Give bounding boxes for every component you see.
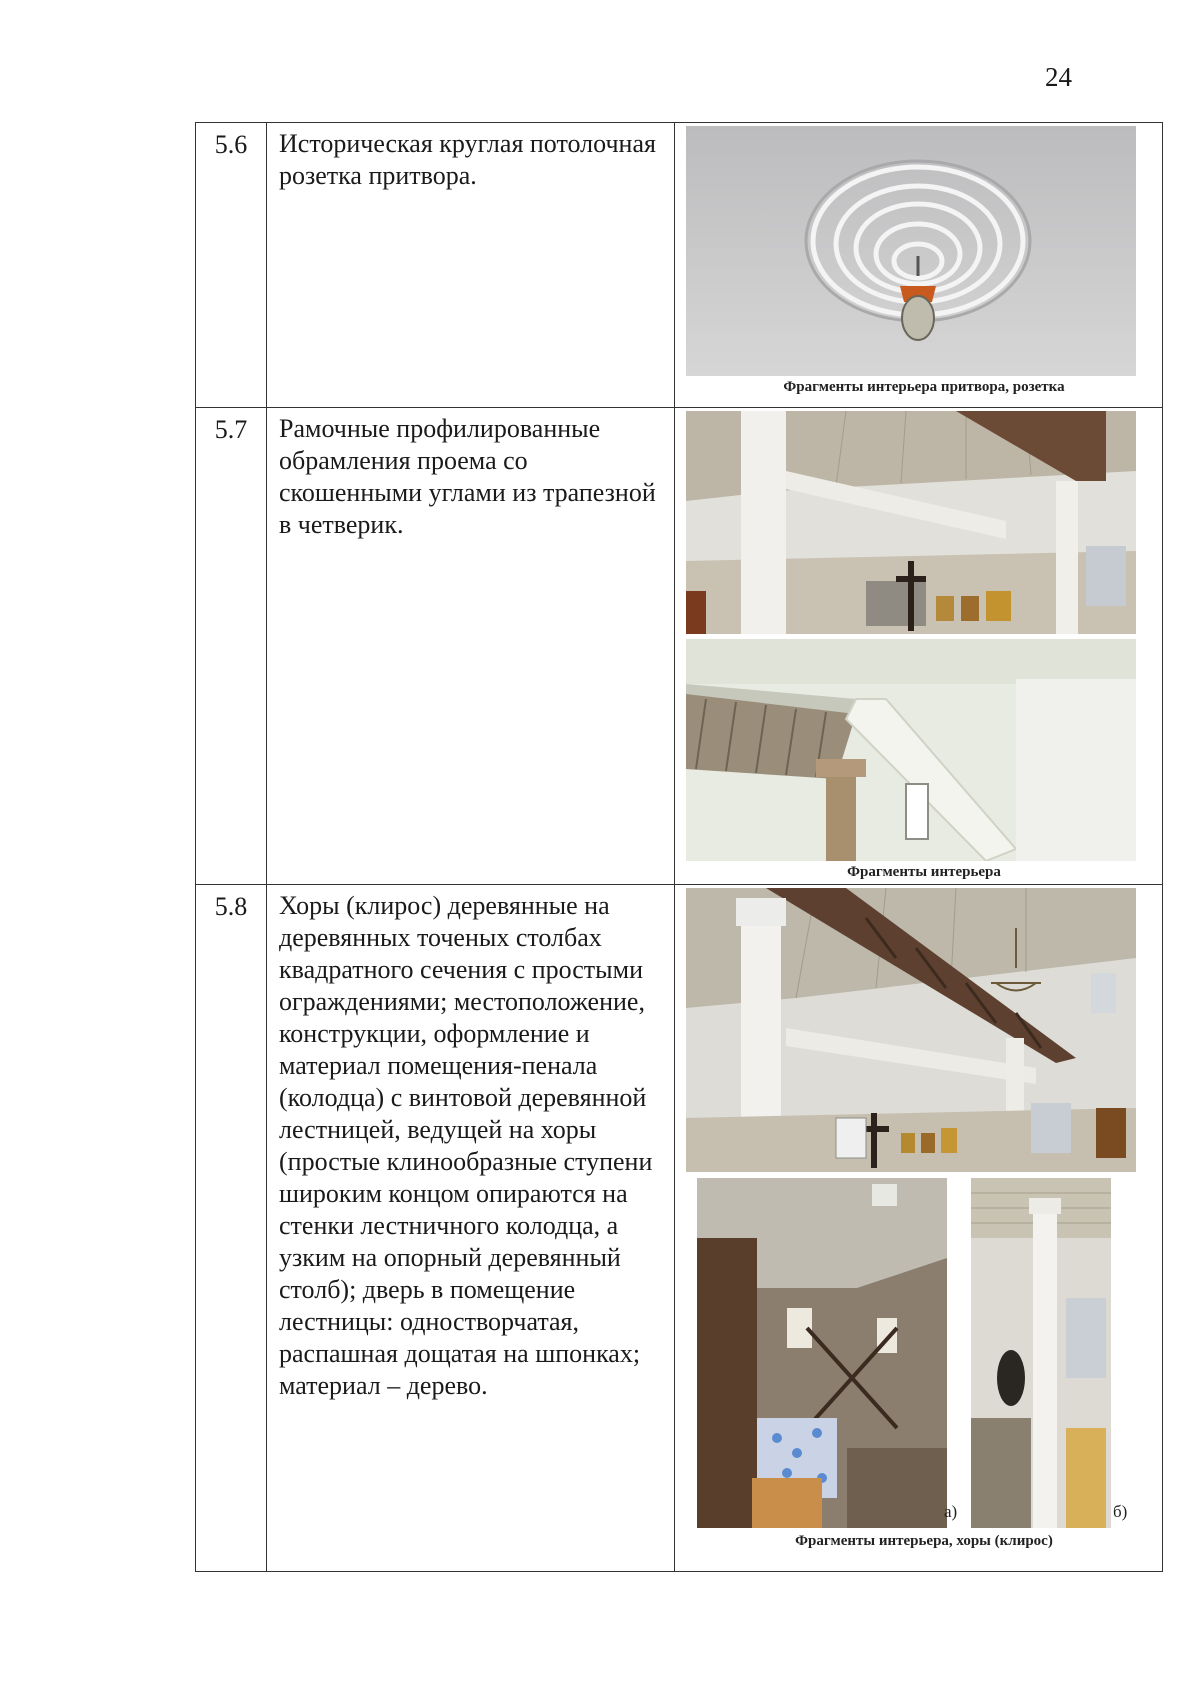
page-number: 24 (1045, 62, 1072, 92)
table-row (196, 885, 1163, 1572)
photo-caption: Фрагменты интерьера, хоры (клирос) (795, 1533, 1053, 1549)
refectory-interior-photo (686, 411, 1136, 634)
staircase-photo-b (971, 1178, 1111, 1528)
table-row (196, 408, 1163, 885)
photo-label-b: б) (1113, 1502, 1128, 1521)
portal-framing-photo (686, 639, 1136, 861)
photo-caption: Фрагменты интерьера (847, 864, 1001, 880)
ceiling-rosette-photo (686, 126, 1136, 376)
photo-cell (675, 123, 1163, 408)
row-description: Рамочные профилированные обрамления проема со скошенными углами из трапезной в четверик. (267, 408, 675, 885)
photo-caption: Фрагменты интерьера притвора, розетка (783, 379, 1065, 395)
row-number: 5.6 (196, 123, 267, 408)
photo-cell (675, 408, 1163, 885)
photo-cell (675, 885, 1163, 1572)
staircase-photo-a (697, 1178, 947, 1528)
choir-gallery-photo (686, 888, 1136, 1172)
row-number: 5.7 (196, 408, 267, 885)
heritage-elements-table (195, 122, 1163, 1572)
row-number: 5.8 (196, 885, 267, 1572)
row-description: Историческая круглая потолочная розетка притвора. (267, 123, 675, 408)
table-row (196, 123, 1163, 408)
row-description: Хоры (клирос) деревянные на деревянных точеных столбах квадратного сечения с простыми ограждениями; местоположение, конструкции, оформление и материал помещения-пенала (колодца) с винтовой деревянной лестницей, ведущей на хоры (простые клинообразные ступени широким концом опираются на стенки лестничного колодца, а узким на опорный деревянный столб); дверь в помещение лестницы: одностворчатая, распашная дощатая на шпонках; материал – дерево. (267, 885, 675, 1572)
photo-label-a: а) (944, 1502, 958, 1521)
photo-pair (686, 1172, 1162, 1530)
